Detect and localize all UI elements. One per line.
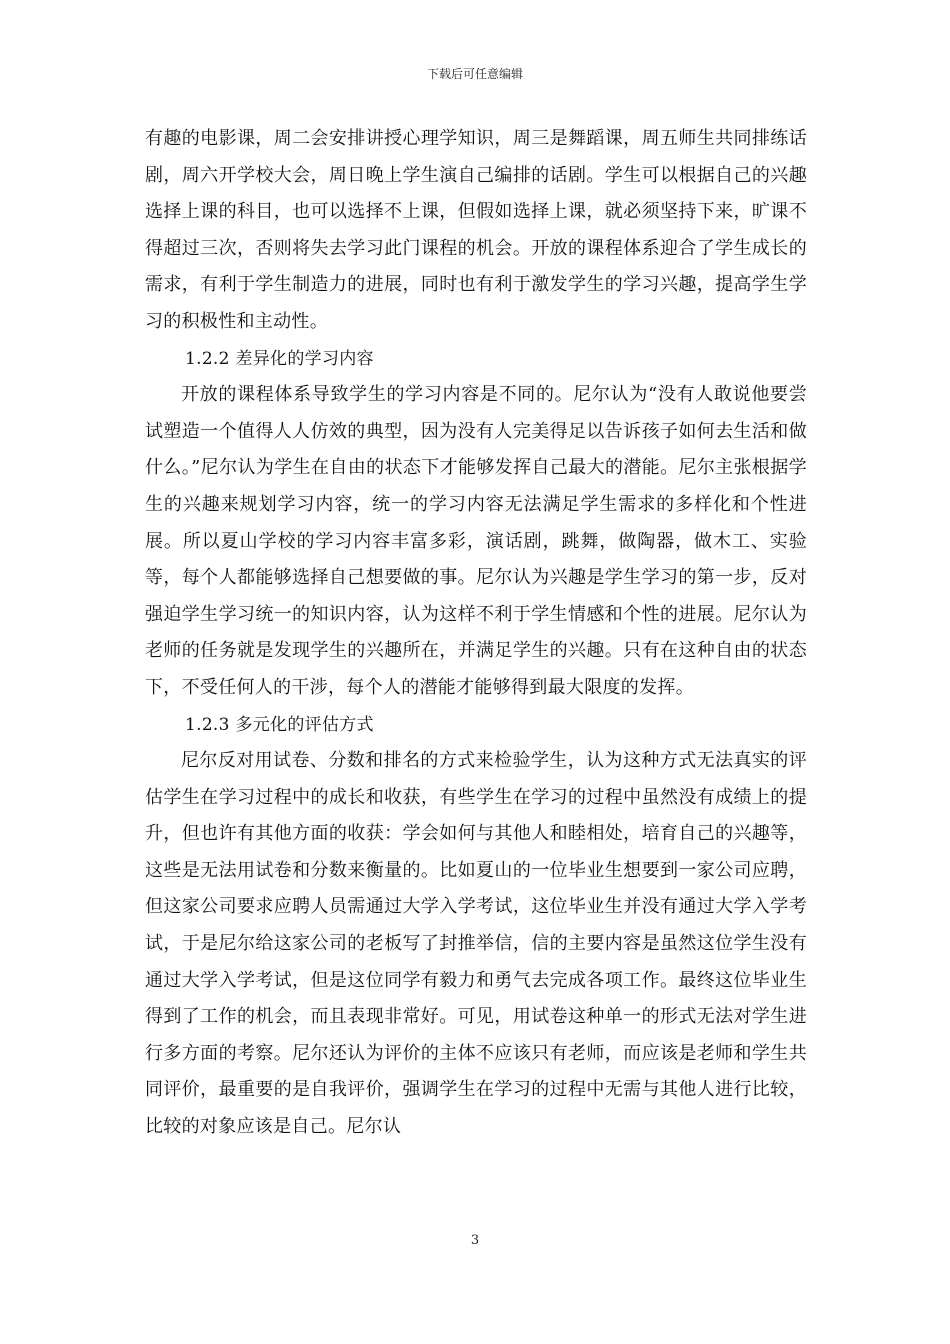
paragraph-evaluation: 尼尔反对用试卷、分数和排名的方式来检验学生，认为这种方式无法真实的评估学生在学习过程中的成长和收获，有些学生在学习的过程中虽然没有成绩上的提升，但也许有其他方面的收获：学会如何与其他人和睦相处，培育自己的兴趣等，这些是无法用试卷和分数来衡量的。比如夏山的一位毕业生想要到一家公司应聘，但这家公司要求应聘人员需通过大学入学考试，这位毕业生并没有通过大学入学考试，于是尼尔给这家公司的老板写了封推举信，信的主要内容是虽然这位学生没有通过大学入学考试，但是这位同学有毅力和勇气去完成各项工作。最终这位毕业生得到了工作的机会，而且表现非常好。可见，用试卷这种单一的形式无法对学生进行多方面的考察。尼尔还认为评价的主体不应该只有老师，而应该是老师和学生共同评价，最重要的是自我评价，强调学生在学习的过程中无需与其他人进行比较，比较的对象应该是自己。尼尔认 <box>145 750 807 1138</box>
paragraph-learning-content: 开放的课程体系导致学生的学习内容是不同的。尼尔认为“没有人敢说他要尝试塑造一个值得人人仿效的典型，因为没有人完美得足以告诉孩子如何去生活和做什么。”尼尔认为学生在自由的状态下才能够发挥自己最大的潜能。尼尔主张根据学生的兴趣来规划学习内容，统一的学习内容无法满足学生需求的多样化和个性进展。所以夏山学校的学习内容丰富多彩，演话剧，跳舞，做陶器，做木工、实验等，每个人都能够选择自己想要做的事。尼尔认为兴趣是学生学习的第一步，反对强迫学生学习统一的知识内容，认为这样不利于学生情感和个性的进展。尼尔认为老师的任务就是发现学生的兴趣所在，并满足学生的兴趣。只有在这种自由的状态下，不受任何人的干涉，每个人的潜能才能够得到最大限度的发挥。 <box>145 384 807 698</box>
paragraph-course-schedule: 有趣的电影课，周二会安排讲授心理学知识，周三是舞蹈课，周五师生共同排练话剧，周六开学校大会，周日晚上学生演自己编排的话剧。学生可以根据自己的兴趣选择上课的科目，也可以选择不上课，但假如选择上课，就必须坚持下来，旷课不得超过三次，否则将失去学习此门课程的机会。开放的课程体系迎合了学生成长的需求，有利于学生制造力的进展，同时也有利于激发学生的学习兴趣，提高学生学习的积极性和主动性。 <box>145 128 807 332</box>
document-body <box>145 121 807 1146</box>
page-header: 下载后可任意编辑 <box>426 67 523 81</box>
page-number: 3 <box>470 1233 480 1248</box>
section-heading-1-2-3: 1.2.3 多元化的评估方式 <box>185 714 374 735</box>
section-heading-1-2-2: 1.2.2 差异化的学习内容 <box>185 348 374 369</box>
